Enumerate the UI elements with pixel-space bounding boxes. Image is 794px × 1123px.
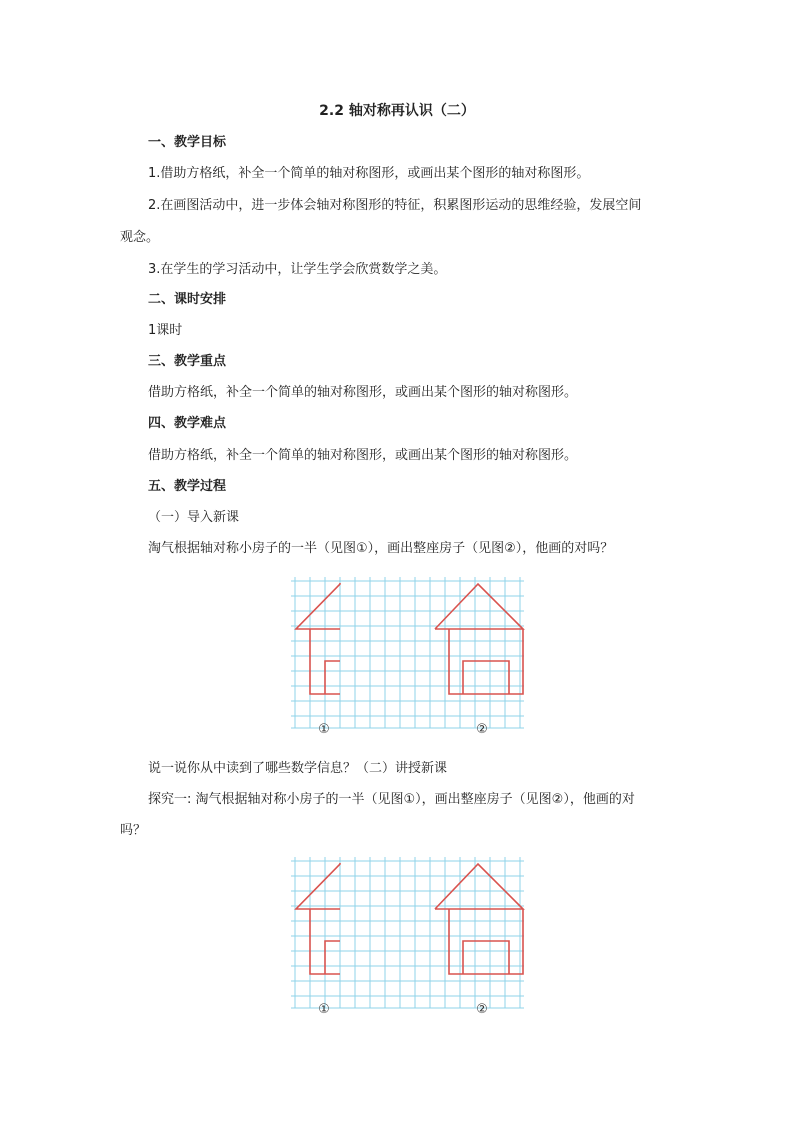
shape-outline — [463, 941, 509, 974]
goal-item-3: 3.在学生的学习活动中，让学生学会欣赏数学之美。 — [148, 262, 447, 277]
sub-heading-intro: （一）导入新课 — [148, 510, 240, 525]
shape-outline — [325, 661, 340, 694]
goal-item-1: 1.借助方格纸，补全一个简单的轴对称图形，或画出某个图形的轴对称图形。 — [148, 166, 590, 181]
grid-lines — [291, 577, 524, 728]
figure-label-1: ① — [318, 722, 330, 736]
key-points-text: 借助方格纸，补全一个简单的轴对称图形，或画出某个图形的轴对称图形。 — [148, 385, 578, 400]
shape-outline — [463, 661, 509, 694]
section-heading-schedule: 二、课时安排 — [148, 292, 227, 307]
full-house-shape — [435, 584, 523, 694]
shape-outline — [435, 864, 523, 909]
half-house-shape — [296, 863, 340, 974]
figure-label-2: ② — [476, 722, 488, 736]
figure-label-2: ② — [476, 1002, 488, 1017]
intro-question: 淘气根据轴对称小房子的一半（见图①），画出整座房子（见图②），他画的对吗？ — [148, 541, 614, 556]
difficulties-text: 借助方格纸，补全一个简单的轴对称图形，或画出某个图形的轴对称图形。 — [148, 448, 578, 463]
section-heading-key-points: 三、教学重点 — [148, 354, 227, 369]
house-figure-1 — [290, 576, 530, 736]
goal-item-2-line-2: 观念。 — [120, 230, 160, 245]
section-heading-difficulties: 四、教学难点 — [148, 416, 227, 431]
document-title: 2.2 轴对称再认识（二） — [319, 103, 475, 119]
schedule-text: 1课时 — [148, 323, 183, 338]
house-figure-2 — [290, 856, 530, 1021]
half-house-shape — [296, 583, 340, 694]
shape-outline — [435, 584, 523, 629]
discussion-prompt: 说一说你从中读到了哪些数学信息？（二）讲授新课 — [148, 761, 448, 776]
exploration-line-2: 吗？ — [120, 823, 147, 838]
shape-outline — [325, 941, 340, 974]
section-heading-process: 五、教学过程 — [148, 479, 227, 494]
grid-lines — [291, 857, 524, 1008]
figure-label-1: ① — [318, 1002, 330, 1017]
shape-outline — [296, 863, 340, 909]
full-house-shape — [435, 864, 523, 974]
section-heading-goals: 一、教学目标 — [148, 135, 227, 150]
exploration-line-1: 探究一: 淘气根据轴对称小房子的一半（见图①），画出整座房子（见图②），他画的对 — [148, 792, 635, 807]
shape-outline — [296, 583, 340, 629]
goal-item-2-line-1: 2.在画图活动中，进一步体会轴对称图形的特征，积累图形运动的思维经验，发展空间 — [148, 198, 642, 213]
